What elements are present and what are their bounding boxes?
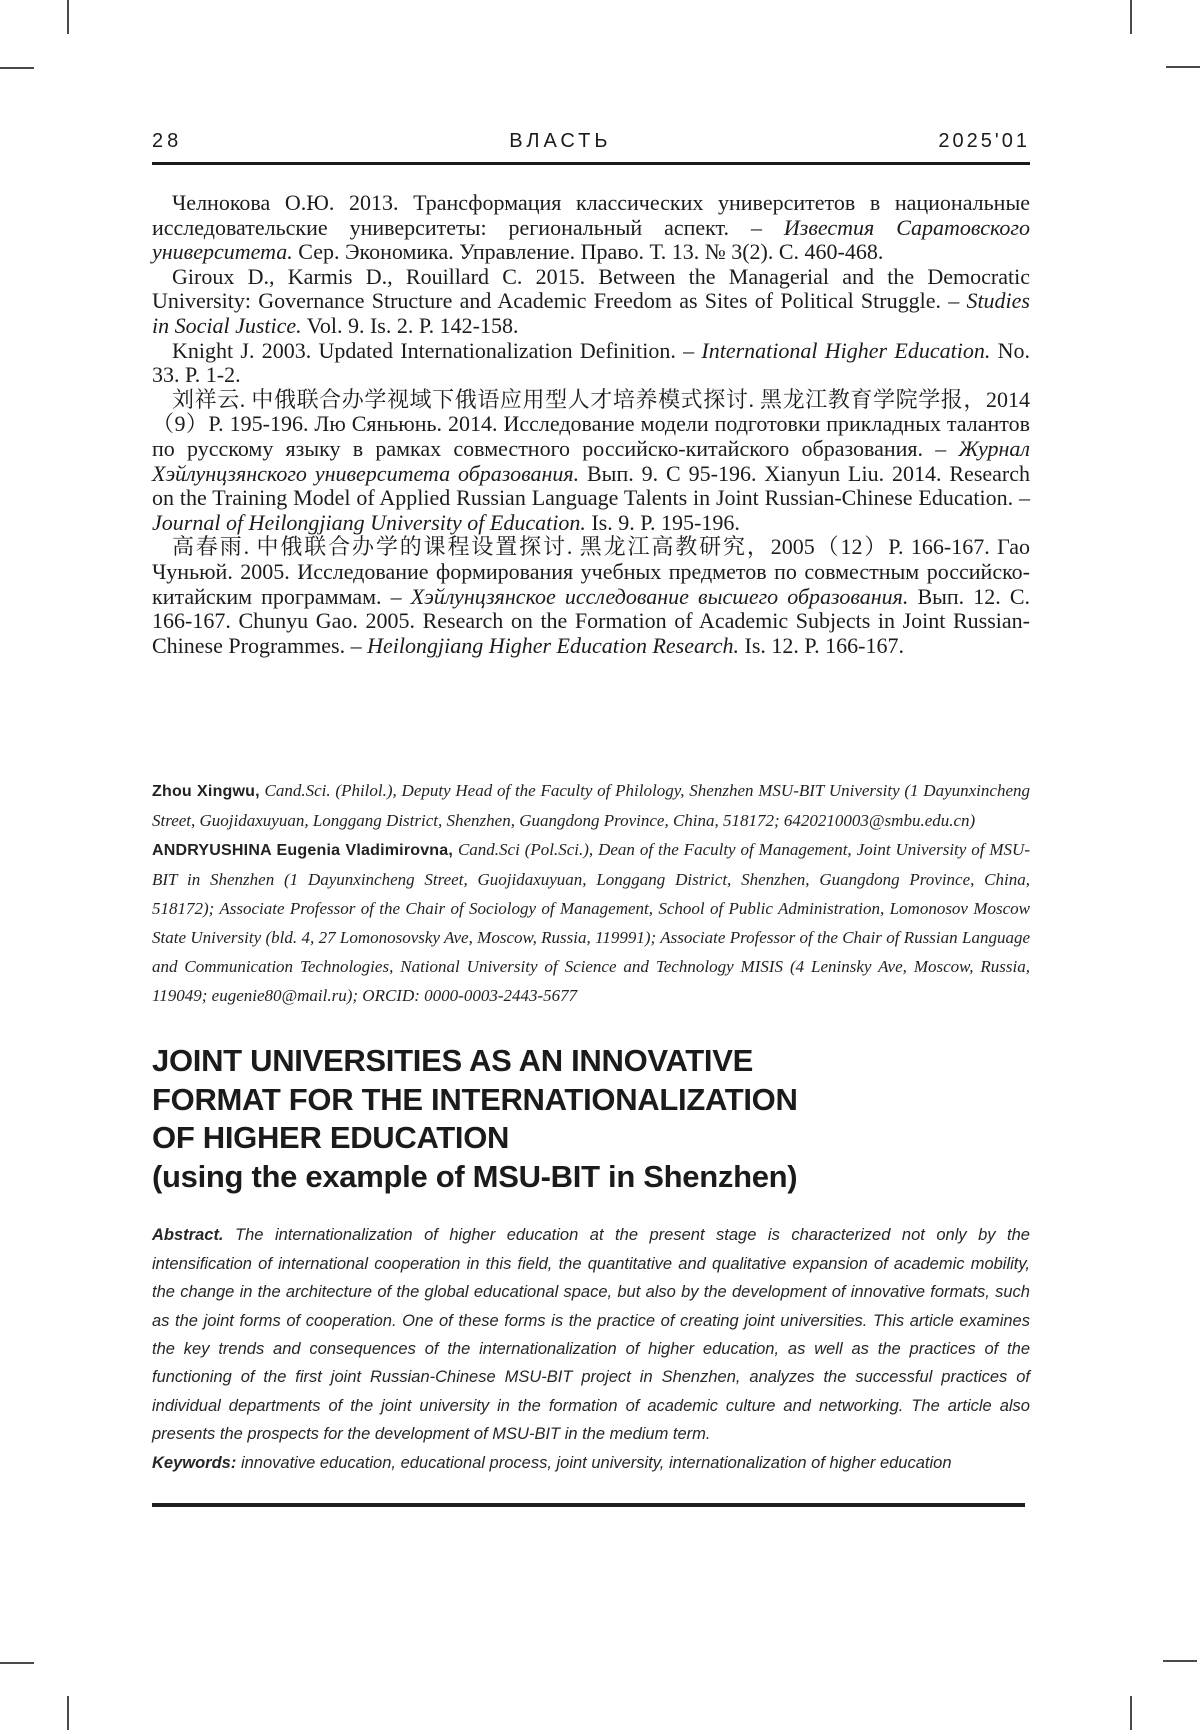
reference-text: 高春雨. 中俄联合办学的课程设置探讨. 黑龙江高教研究，2005（12）P. 166-167. Гао Чуньюй. 2005. Исследование формирования учебных предметов по совместным российско-китайским программам. – <box>152 534 1030 609</box>
reference-source: Хэйлунцзянское исследование высшего образования. <box>410 583 909 609</box>
page-content <box>152 130 1030 1507</box>
abstract-paragraph <box>152 1221 1030 1448</box>
keywords-paragraph <box>152 1449 1030 1477</box>
journal-title: ВЛАСТЬ <box>509 130 612 152</box>
reference-text: Knight J. 2003. Updated Internationalization Definition. – <box>172 337 702 363</box>
article-title-line: OF HIGHER EDUCATION <box>152 1120 510 1156</box>
reference-text: Челнокова О.Ю. 2013. Трансформация классических университетов в национальные исследовательские университеты: региональный аспект. – <box>152 190 1030 240</box>
crop-mark-top-left-horizontal <box>0 67 34 69</box>
reference-item <box>152 339 1030 388</box>
reference-source: Journal of Heilongjiang University of Education. <box>152 509 586 535</box>
reference-text: No. 33. P. 1-2. <box>152 337 1031 388</box>
author-name: ANDRYUSHINA Eugenia Vladimirovna, <box>152 842 454 860</box>
reference-source: Heilongjiang Higher Education Research. <box>367 632 739 658</box>
article-title-line: FORMAT FOR THE INTERNATIONALIZATION <box>152 1081 798 1117</box>
article-title-line: (using the example of MSU-BIT in Shenzhen) <box>152 1158 798 1194</box>
crop-mark-bottom-left-horizontal <box>0 1662 34 1664</box>
crop-mark-bottom-left-vertical <box>67 1696 69 1730</box>
reference-text: Вып. 9. С 95-196. Xianyun Liu. 2014. Research on the Training Model of Applied Russian Language Talents in Joint Russian-Chinese Education. – <box>152 460 1030 511</box>
reference-item <box>152 191 1030 265</box>
reference-source: Известия Саратовского университета. <box>152 214 1030 265</box>
author-name: Zhou Xingwu, <box>152 783 260 801</box>
references-section <box>152 191 1030 658</box>
article-title <box>152 1042 1030 1196</box>
abstract-text: The internationalization of higher education at the present stage is characterized not only by the intensification of international cooperation in this field, the quantitative and qualitative expansion of academic mobility, the change in the architecture of the global educational space, but also by the development of innovative formats, such as the joint forms of cooperation. One of these forms is the practice of creating joint universities. This article examines the key trends and consequences of the internationalization of higher education, as well as the practices of the functioning of the first joint Russian-Chinese MSU-BIT project in Shenzhen, analyzes the successful practices of individual departments of the joint university in the formation of academic culture and networking. The article also presents the prospects for the development of MSU-BIT in the medium term. <box>152 1226 1030 1444</box>
reference-source: International Higher Education. <box>701 337 991 363</box>
authors-section <box>152 776 1030 1010</box>
issue-label: 2025'01 <box>938 130 1030 152</box>
keywords-label: Keywords: <box>152 1453 237 1472</box>
crop-mark-bottom-right-vertical <box>1130 1696 1132 1730</box>
crop-mark-bottom-right-horizontal <box>1163 1660 1197 1662</box>
author-details: Cand.Sci. (Philol.), Deputy Head of the Faculty of Philology, Shenzhen MSU-BIT University (1 Dayunxincheng Street, Guojidaxuyuan, Longgang District, Shenzhen, Guangdong Province, China, 518172; 6420210003@smbu.edu.cn) <box>152 781 1030 831</box>
abstract-section <box>152 1221 1030 1477</box>
keywords-text: innovative education, educational process, joint university, internationalization of higher education <box>240 1453 952 1472</box>
reference-text: Vol. 9. Is. 2. P. 142-158. <box>301 312 519 338</box>
author-details: Cand.Sci (Pol.Sci.), Dean of the Faculty of Management, Joint University of MSU-BIT in Shenzhen (1 Dayunxincheng Street, Guojidaxuyuan, Longgang District, Shenzhen, Guangdong Province, China, 518172); Associate Professor of the Chair of Sociology of Management, School of Public Administration, Lomonosov Moscow State University (bld. 4, 27 Lomonosovsky Ave, Moscow, Russia, 119991); Associate Professor of the Chair of Russian Language and Communication Technologies, National University of Science and Technology MISIS (4 Leninsky Ave, Moscow, Russia, 119049; eugenie80@mail.ru); ORCID: 0000-0003-2443-5677 <box>152 840 1030 1006</box>
separator-rule <box>152 1503 1025 1507</box>
crop-mark-top-left-vertical <box>67 0 69 34</box>
abstract-label: Abstract. <box>152 1226 224 1245</box>
reference-item <box>152 535 1030 658</box>
reference-text: Вып. 12. С. 166-167. Chunyu Gao. 2005. Research on the Formation of Academic Subjects in Joint Russian-Chinese Programmes. – <box>152 583 1030 658</box>
reference-text: 刘祥云. 中俄联合办学视域下俄语应用型人才培养模式探讨. 黑龙江教育学院学报，2014（9）P. 195-196. Лю Сяньюнь. 2014. Исследование модели подготовки прикладных талантов по русскому языку в рамках совместного российско-китайского образования. – <box>152 386 1030 461</box>
reference-item <box>152 265 1030 339</box>
article-title-line: JOINT UNIVERSITIES AS AN INNOVATIVE <box>152 1043 753 1079</box>
reference-text: Is. 9. P. 195-196. <box>585 509 740 535</box>
crop-mark-top-right-vertical <box>1130 0 1132 34</box>
page-number: 28 <box>152 130 183 152</box>
reference-item <box>152 388 1030 536</box>
reference-text: Is. 12. P. 166-167. <box>739 632 905 658</box>
author-entry <box>152 776 1030 835</box>
crop-mark-top-right-horizontal <box>1166 66 1200 68</box>
reference-text: Сер. Экономика. Управление. Право. Т. 13. № 3(2). С. 460-468. <box>292 239 884 265</box>
reference-source: Studies in Social Justice. <box>152 288 1030 338</box>
reference-source: Журнал Хэйлунцзянского университета образования. <box>152 435 1030 486</box>
page-header <box>152 130 1030 165</box>
author-entry <box>152 835 1030 1010</box>
reference-text: Giroux D., Karmis D., Rouillard C. 2015. Between the Managerial and the Democratic University: Governance Structure and Academic Freedom as Sites of Political Struggle. – <box>152 263 1030 314</box>
